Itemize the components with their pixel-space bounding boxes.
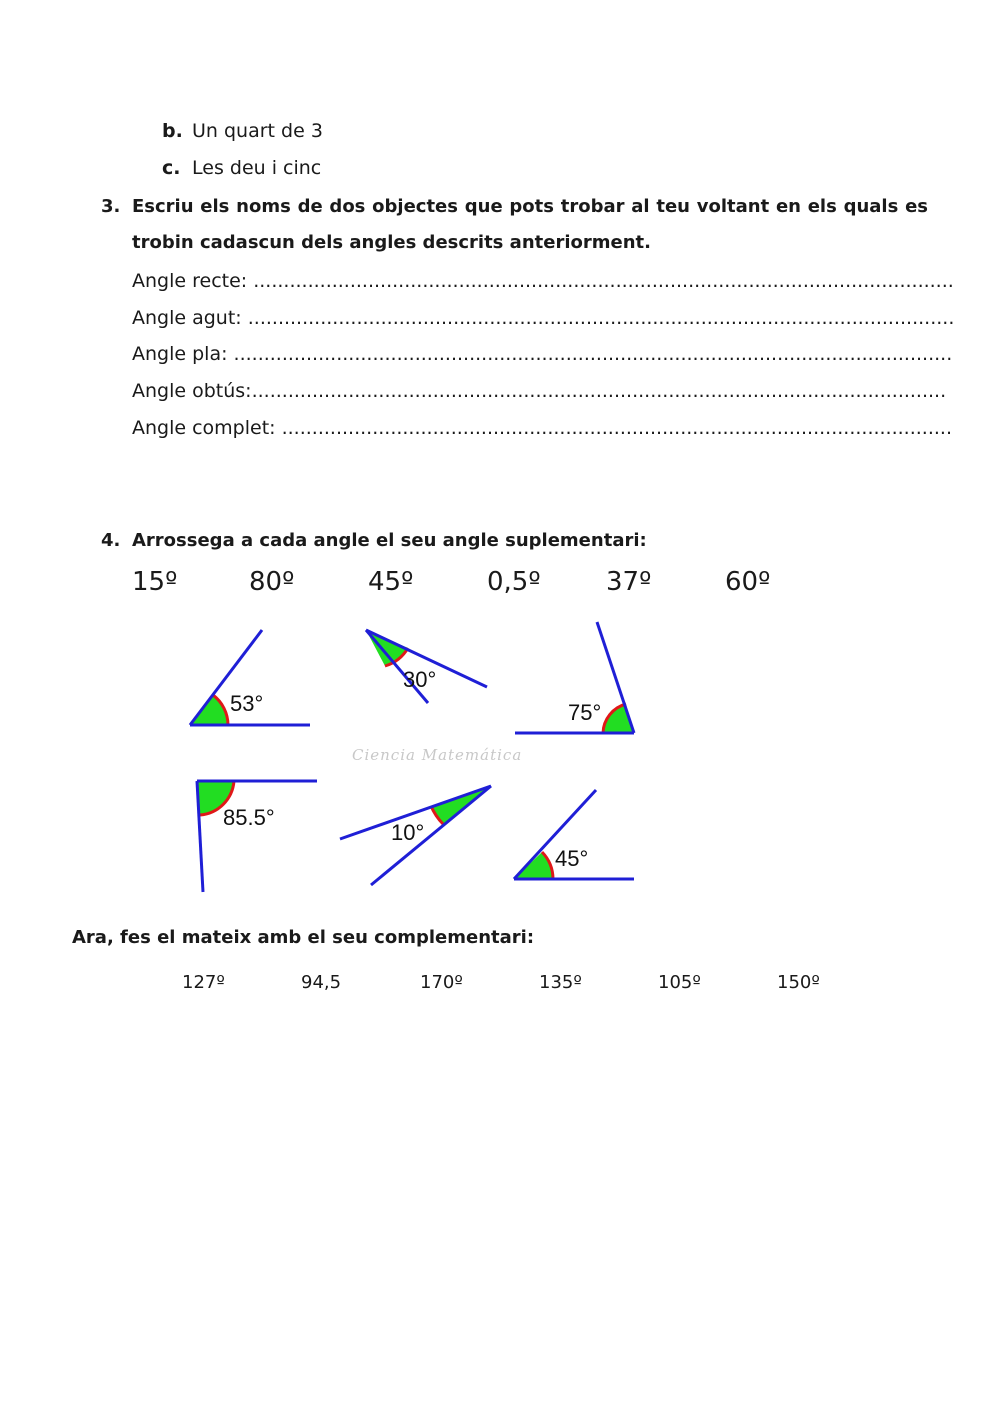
complement-option[interactable]: 170º [420, 972, 463, 993]
supplement-option[interactable]: 15º [132, 567, 178, 597]
complement-option[interactable]: 105º [658, 972, 701, 993]
answer-line-obtus[interactable]: Angle obtús:................................................................................................................... [132, 380, 947, 402]
list-letter: c. [162, 157, 181, 179]
supplement-option[interactable]: 80º [249, 567, 295, 597]
list-text: Un quart de 3 [192, 120, 323, 142]
angle-label: 53° [230, 691, 264, 716]
angle-53[interactable] [190, 630, 310, 725]
complement-option[interactable]: 135º [539, 972, 582, 993]
answer-line-recte[interactable]: Angle recte: .................................................................................................................... [132, 270, 954, 292]
supplement-option[interactable]: 37º [606, 567, 652, 597]
question-3-text: Escriu els noms de dos objectes que pots trobar al teu voltant en els quals es [132, 196, 928, 217]
answer-line-agut[interactable]: Angle agut: ..................................................................................................................... [132, 307, 955, 329]
angle-label: 10° [391, 820, 425, 845]
angle-label: 45° [555, 846, 589, 871]
question-4-number: 4. [101, 530, 121, 551]
complement-instruction: Ara, fes el mateix amb el seu complementari: [72, 927, 535, 948]
complement-option[interactable]: 127º [182, 972, 225, 993]
complement-option[interactable]: 150º [777, 972, 820, 993]
complement-option[interactable]: 94,5 [301, 972, 342, 993]
list-text: Les deu i cinc [192, 157, 322, 179]
angle-85-5[interactable] [197, 781, 317, 892]
supplement-option[interactable]: 45º [368, 567, 414, 597]
angle-45[interactable] [514, 790, 634, 879]
answer-line-pla[interactable]: Angle pla: ....................................................................................................................... [132, 343, 953, 365]
angle-label: 85.5° [223, 805, 275, 830]
angle-label: 75° [568, 700, 602, 725]
answer-line-complet[interactable]: Angle complet: ............................................................................................................... [132, 417, 952, 439]
question-4-text: Arrossega a cada angle el seu angle suplementari: [132, 530, 647, 551]
supplement-option[interactable]: 0,5º [487, 567, 541, 597]
angle-label: 30° [403, 667, 437, 692]
angle-30[interactable] [366, 630, 487, 703]
list-letter: b. [162, 120, 183, 142]
watermark: Ciencia Matemática [352, 746, 523, 764]
supplement-option[interactable]: 60º [725, 567, 771, 597]
question-3-text-cont: trobin cadascun dels angles descrits anteriorment. [132, 232, 651, 253]
angle-10[interactable] [340, 786, 491, 885]
angle-75[interactable] [515, 622, 634, 733]
question-3-number: 3. [101, 196, 121, 217]
